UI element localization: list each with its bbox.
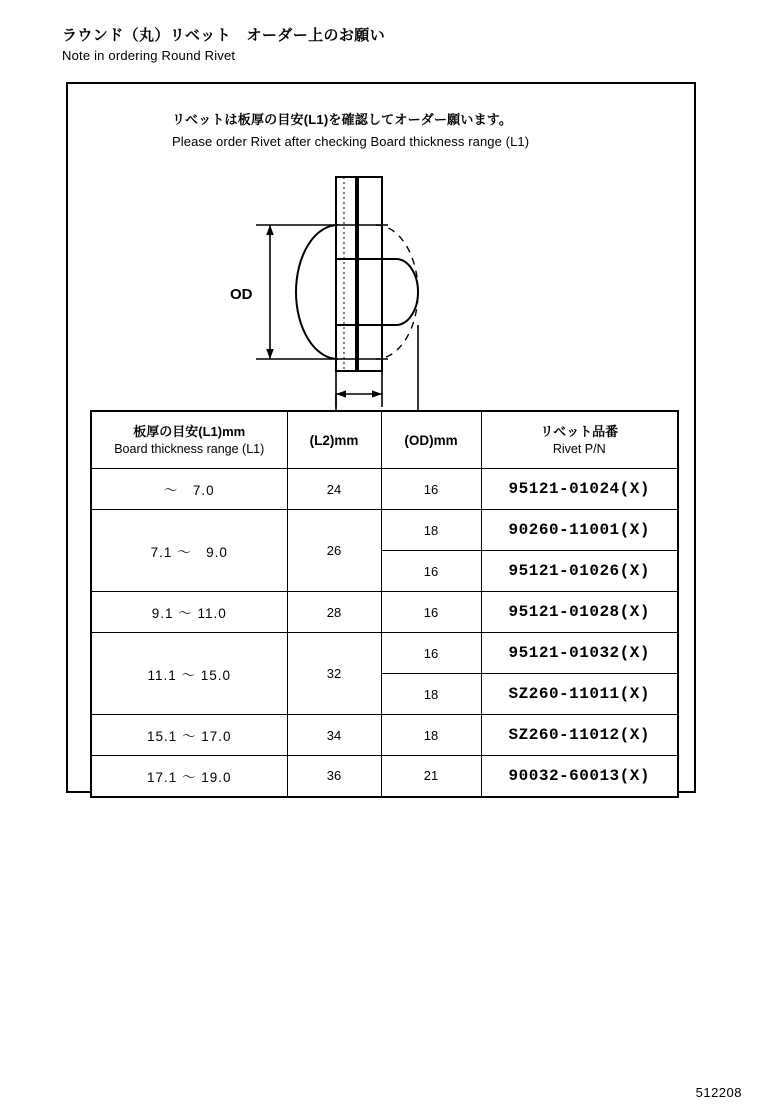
cell-l2: 34 bbox=[287, 715, 381, 756]
table-row bbox=[91, 756, 678, 797]
table-row bbox=[91, 633, 678, 674]
document-footer-code: 512208 bbox=[695, 1085, 742, 1100]
table-row bbox=[91, 715, 678, 756]
page-title-japanese: ラウンド（丸）リベット オーダー上のお願い bbox=[62, 27, 386, 44]
page-title-english: Note in ordering Round Rivet bbox=[62, 48, 236, 63]
header-part-number bbox=[481, 411, 678, 469]
cell-board-thickness: 7.1 ～ 9.0 bbox=[91, 510, 287, 592]
instruction-japanese: リベットは板厚の目安(L1)を確認してオーダー願います。 bbox=[172, 112, 513, 127]
dimension-label-od: OD bbox=[230, 286, 253, 303]
cell-part-number: 90260-11001(X) bbox=[481, 510, 678, 551]
header-od-label: (OD)mm bbox=[404, 432, 458, 448]
header-board-thickness bbox=[91, 411, 287, 469]
cell-part-number: 95121-01032(X) bbox=[481, 633, 678, 674]
table-header-row bbox=[91, 411, 678, 469]
header-board-thickness-en: Board thickness range (L1) bbox=[114, 441, 265, 456]
header-part-number-en: Rivet P/N bbox=[552, 441, 606, 456]
header-board-thickness-jp: 板厚の目安(L1)mm bbox=[133, 423, 246, 439]
cell-part-number: 95121-01026(X) bbox=[481, 551, 678, 592]
header-part-number-jp: リベット品番 bbox=[540, 423, 619, 439]
table-row bbox=[91, 469, 678, 510]
cell-board-thickness: 15.1 ～ 17.0 bbox=[91, 715, 287, 756]
cell-od: 18 bbox=[381, 510, 481, 551]
document-title-block bbox=[62, 26, 702, 65]
table-row bbox=[91, 510, 678, 551]
cell-od: 16 bbox=[381, 592, 481, 633]
cell-l2: 36 bbox=[287, 756, 381, 797]
rivet-cross-section-diagram bbox=[218, 169, 528, 379]
cell-l2: 32 bbox=[287, 633, 381, 715]
header-od bbox=[381, 411, 481, 469]
cell-od: 16 bbox=[381, 633, 481, 674]
cell-od: 21 bbox=[381, 756, 481, 797]
cell-board-thickness: 11.1 ～ 15.0 bbox=[91, 633, 287, 715]
cell-l2: 26 bbox=[287, 510, 381, 592]
cell-od: 18 bbox=[381, 715, 481, 756]
cell-part-number: 95121-01024(X) bbox=[481, 469, 678, 510]
rivet-specification-table bbox=[90, 410, 679, 798]
cell-l2: 28 bbox=[287, 592, 381, 633]
cell-od: 18 bbox=[381, 674, 481, 715]
cell-part-number: SZ260-11012(X) bbox=[481, 715, 678, 756]
cell-board-thickness: 17.1 ～ 19.0 bbox=[91, 756, 287, 797]
cell-od: 16 bbox=[381, 469, 481, 510]
instruction-block bbox=[172, 110, 642, 151]
instruction-english: Please order Rivet after checking Board thickness range (L1) bbox=[172, 134, 530, 149]
content-frame bbox=[66, 82, 696, 793]
cell-board-thickness: ～ 7.0 bbox=[91, 469, 287, 510]
cell-l2: 24 bbox=[287, 469, 381, 510]
cell-part-number: SZ260-11011(X) bbox=[481, 674, 678, 715]
header-l2-label: (L2)mm bbox=[309, 432, 359, 448]
header-l2 bbox=[287, 411, 381, 469]
cell-part-number: 95121-01028(X) bbox=[481, 592, 678, 633]
cell-board-thickness: 9.1 ～ 11.0 bbox=[91, 592, 287, 633]
cell-od: 16 bbox=[381, 551, 481, 592]
table-row bbox=[91, 592, 678, 633]
cell-part-number: 90032-60013(X) bbox=[481, 756, 678, 797]
